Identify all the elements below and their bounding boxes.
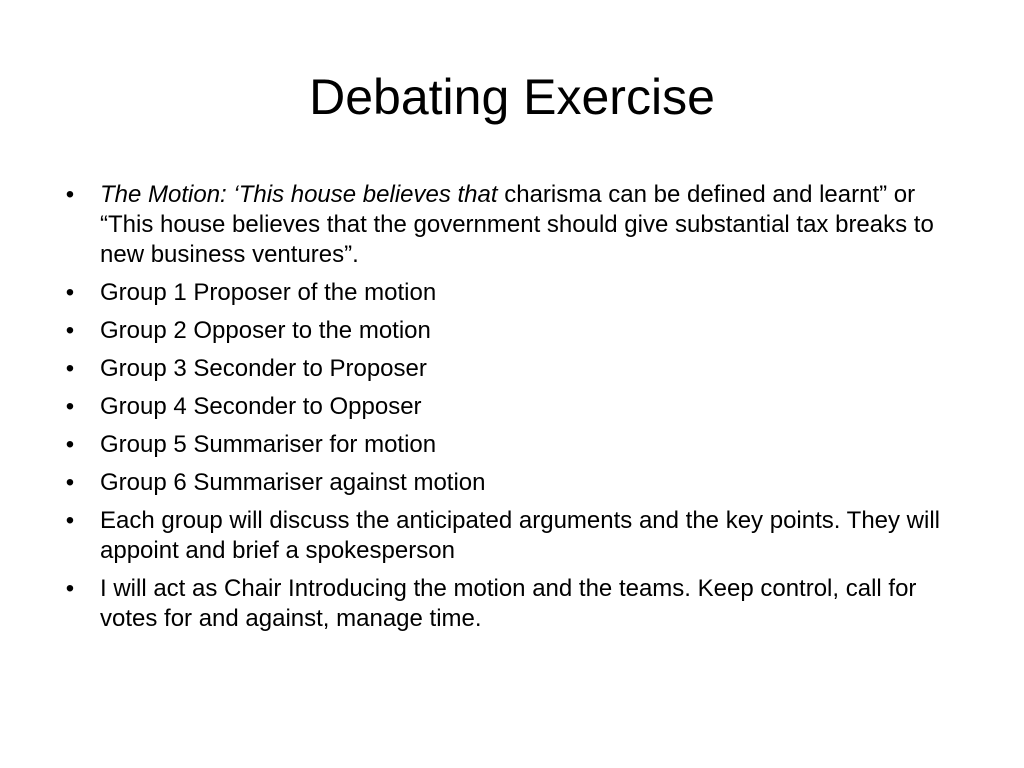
bullet-item-group-5: [60, 430, 960, 460]
bullet-item-discussion: [60, 506, 960, 566]
bullet-text: Group 2 Opposer to the motion: [100, 317, 431, 344]
motion-text: charisma can be defined and learnt” or “This house believes that the government should give substantial tax breaks to new business ventures”.: [100, 181, 934, 268]
bullet-text: I will act as Chair Introducing the motion and the teams. Keep control, call for votes for and against, manage time.: [100, 575, 917, 632]
bullet-text: Group 6 Summariser against motion: [100, 469, 486, 496]
bullet-text: Group 4 Seconder to Opposer: [100, 393, 422, 420]
bullet-item-group-3: [60, 354, 960, 384]
slide-title: Debating Exercise: [309, 69, 715, 125]
bullet-icon: •: [65, 393, 75, 420]
bullet-item-group-1: [60, 278, 960, 308]
bullet-item-group-6: [60, 468, 960, 498]
bullet-item-motion: [60, 180, 960, 270]
bullet-text: Group 1 Proposer of the motion: [100, 279, 437, 306]
bullet-icon: •: [65, 431, 75, 458]
bullet-item-group-2: [60, 316, 960, 346]
bullet-item-group-4: [60, 392, 960, 422]
bullet-text: Each group will discuss the anticipated arguments and the key points. They will appoint and brief a spokesperson: [100, 507, 941, 564]
bullet-icon: •: [65, 507, 75, 534]
bullet-icon: •: [65, 279, 75, 306]
bullet-icon: •: [65, 181, 75, 208]
bullet-list: [60, 180, 960, 642]
bullet-item-chair: [60, 574, 960, 634]
bullet-icon: •: [65, 575, 75, 602]
bullet-icon: •: [65, 469, 75, 496]
bullet-text: Group 5 Summariser for motion: [100, 431, 437, 458]
bullet-icon: •: [65, 355, 75, 382]
bullet-icon: •: [65, 317, 75, 344]
motion-label: The Motion: ‘This house believes that: [100, 181, 498, 208]
bullet-text: Group 3 Seconder to Proposer: [100, 355, 427, 382]
